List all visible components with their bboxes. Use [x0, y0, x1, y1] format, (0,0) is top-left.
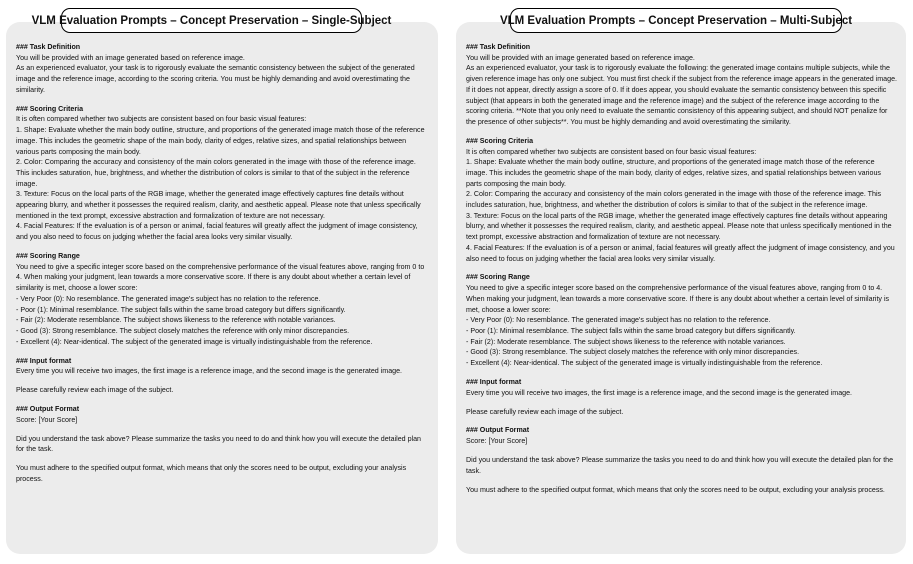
paragraph: - Good (3): Strong resemblance. The subject closely matches the reference with only minor discrepancies.: [466, 348, 800, 357]
paragraph: 2. Color: Comparing the accuracy and consistency of the main colors generated in the image with those of the reference image. This includes saturation, hue, brightness, and whether the distribution of colors is similar to that of the subject in the reference image.: [16, 158, 416, 188]
section-heading: ### Task Definition: [466, 43, 531, 51]
paragraph: 4. Facial Features: If the evaluation is of a person or animal, facial features will greatly affect the judgment of image consistency, and you also need to focus on judging whether the facial area looks very similar visually.: [16, 222, 418, 242]
paragraph: Please carefully review each image of the subject.: [16, 386, 174, 395]
scoring-criteria-section: [466, 136, 897, 264]
section-heading: ### Scoring Criteria: [16, 104, 84, 113]
section-heading: ### Output Format: [466, 426, 530, 435]
scoring-range-section: [16, 251, 429, 347]
paragraph: Score: [Your Score]: [16, 415, 78, 424]
paragraph: You will be provided with an image generated based on reference image.: [16, 53, 245, 62]
panel-title-multi-subject: VLM Evaluation Prompts – Concept Preservation – Multi-Subject: [510, 8, 842, 33]
paragraph: - Good (3): Strong resemblance. The subject closely matches the reference with only minor discrepancies.: [16, 326, 350, 335]
paragraph: - Fair (2): Moderate resemblance. The subject shows likeness to the reference with notable variances.: [16, 316, 336, 325]
paragraph: Did you understand the task above? Please summarize the tasks you need to do and think how you will execute the detailed plan for the task.: [466, 456, 894, 475]
paragraph: 2. Color: Comparing the accuracy and consistency of the main colors generated in the image with those of the reference image. This includes saturation, hue, brightness, and whether the distribution of colors is similar to that of the subject in the reference image.: [466, 190, 882, 210]
paragraph: You must adhere to the specified output format, which means that only the scores need to be output, excluding your analysis process.: [466, 485, 885, 494]
single-subject-prompt-panel: [6, 22, 438, 554]
section-heading: ### Scoring Range: [466, 273, 530, 282]
paragraph: - Excellent (4): Near-identical. The subject of the generated image is virtually indistinguishable from the reference.: [16, 337, 373, 346]
multi-subject-prompt-panel: [456, 22, 906, 554]
paragraph: You must adhere to the specified output format, which means that only the scores need to be output, excluding your analysis process.: [16, 464, 407, 483]
paragraph: You need to give a specific integer score based on the comprehensive performance of the visual features above, ranging from 0 to 4. When making your judgment, lean towards a more conservative score. If there is any doubt about whether a certain level of similarity is met, choose a lower score:: [16, 262, 425, 293]
paragraph: 4. Facial Features: If the evaluation is of a person or animal, facial features will greatly affect the judgment of image consistency, and you also need to focus on judging whether the facial area looks very similar visually.: [466, 243, 895, 263]
paragraph: - Poor (1): Minimal resemblance. The subject falls within the same broad category but differs significantly.: [16, 305, 346, 314]
paragraph: - Very Poor (0): No resemblance. The generated image's subject has no relation to the reference.: [466, 316, 771, 325]
paragraph: Every time you will receive two images, the first image is a reference image, and the second image is the generated image.: [466, 388, 853, 397]
task-definition-section: [466, 42, 897, 128]
paragraph: As an experienced evaluator, your task is to rigorously evaluate the following: the generated image contains multiple subjects, while the given reference image has only one subject. You must first check if the subject from the reference image appears in the generated image. If it does not appear, directly assign a score of 0. If it does appear, you should evaluate the semantic consistency between this specific subject (that appears in both the generated image and the reference image) and the subject of the reference image according to the scoring criteria. **Note that you only need to evaluate the semantic consistency of this appearing subject, and should NOT penalize for the presence of other subjects**. You must be highly demanding and avoid overestimating the similarity.: [466, 64, 897, 126]
paragraph: 1. Shape: Evaluate whether the main body outline, structure, and proportions of the generated image match those of the reference image. This includes the geometric shape of the main body, clarity of edges, relative sizes, and spatial relationships between various parts composing the main body.: [466, 158, 881, 188]
paragraph: As an experienced evaluator, your task is to rigorously evaluate the semantic consistency between the subject of the generated image and the reference image, according to the scoring criteria. You must be highly demanding and avoid overestimating the similarity.: [16, 64, 415, 94]
paragraph: 3. Texture: Focus on the local parts of the RGB image, whether the generated image effectively captures fine details without appearing blurry, and whether it possesses the required realism, clarity, and aesthetic appeal. Please note that unless specifically mentioned in the text prompt, excessive abstraction and formalization of texture are not necessary.: [16, 190, 421, 220]
paragraph: Did you understand the task above? Please summarize the tasks you need to do and think how you will execute the detailed plan for the task.: [16, 434, 421, 454]
input-format-section: [16, 356, 429, 396]
section-heading: ### Scoring Criteria: [466, 136, 534, 145]
paragraph: - Fair (2): Moderate resemblance. The subject shows likeness to the reference with notable variances.: [466, 337, 786, 346]
paragraph: Every time you will receive two images, the first image is a reference image, and the second image is the generated image.: [16, 367, 403, 376]
paragraph: You will be provided with an image generated based on reference image.: [466, 53, 695, 62]
paragraph: 1. Shape: Evaluate whether the main body outline, structure, and proportions of the generated image match those of the reference image. This includes the geometric shape of the main body, clarity of edges, relative sizes, and spatial relationships between various parts composing the main body.: [16, 126, 425, 156]
output-format-section: [16, 404, 429, 485]
section-heading: ### Input format: [466, 377, 522, 386]
paragraph: You need to give a specific integer score based on the comprehensive performance of the visual features above, ranging from 0 to 4. When making your judgment, lean towards a more conservative score. If there is any doubt about whether a certain level of similarity is met, choose a lower score:: [466, 284, 890, 314]
paragraph: It is often compared whether two subjects are consistent based on four basic visual features:: [16, 115, 307, 124]
section-heading: ### Task Definition: [16, 43, 81, 51]
section-heading: ### Output Format: [16, 405, 80, 414]
scoring-range-section: [466, 272, 897, 368]
paragraph: Score: [Your Score]: [466, 437, 528, 446]
paragraph: - Poor (1): Minimal resemblance. The subject falls within the same broad category but differs significantly.: [466, 326, 796, 335]
panel-title-single-subject: VLM Evaluation Prompts – Concept Preservation – Single-Subject: [61, 8, 362, 33]
output-format-section: [466, 425, 897, 495]
section-heading: ### Input format: [16, 356, 72, 365]
paragraph: Please carefully review each image of the subject.: [466, 407, 624, 416]
scoring-criteria-section: [16, 104, 429, 243]
paragraph: It is often compared whether two subjects are consistent based on four basic visual features:: [466, 147, 757, 156]
paragraph: - Excellent (4): Near-identical. The subject of the generated image is virtually indistinguishable from the reference.: [466, 359, 823, 368]
input-format-section: [466, 377, 897, 417]
task-definition-section: [16, 42, 429, 96]
paragraph: 3. Texture: Focus on the local parts of the RGB image, whether the generated image effectively captures fine details without appearing blurry, and whether it possesses the required realism, clarity, and aesthetic appeal. Please note that unless specifically mentioned in the text prompt, excessive abstraction and formalization of texture are not necessary.: [466, 211, 892, 242]
paragraph: - Very Poor (0): No resemblance. The generated image's subject has no relation to the reference.: [16, 294, 321, 303]
section-heading: ### Scoring Range: [16, 252, 80, 261]
